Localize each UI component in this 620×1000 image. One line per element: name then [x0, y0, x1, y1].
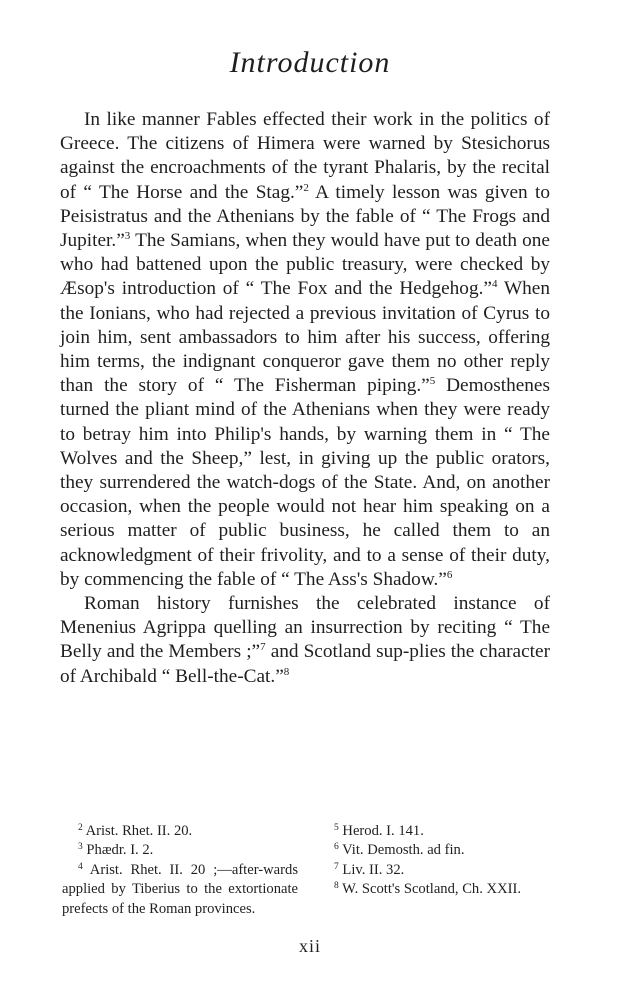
body-text — [60, 108, 550, 689]
paragraph-1 — [60, 108, 550, 592]
footnote-text: Arist. Rhet. II. 20 ;—after-wards applied by Tiberius to the extortionate prefects of the Roman provinces. — [62, 861, 298, 917]
footnote-ref[interactable]: 2 — [303, 181, 309, 194]
text-segment: When the Ionians, who had rejected a previous invitation of Cyrus to join him, sent ambassadors to him after his success, offering him terms, the indignant conqueror gave them no other reply than the story of “ The Fisherman piping.” — [60, 278, 550, 397]
footnote-text: Herod. I. 141. — [342, 823, 424, 839]
footnote-ref[interactable]: 7 — [260, 641, 266, 654]
footnote-ref[interactable]: 4 — [491, 278, 498, 291]
footnote-number: 3 — [78, 842, 83, 853]
running-header: Introduction — [229, 46, 391, 79]
footnote — [62, 861, 298, 919]
footnote — [318, 861, 550, 880]
text-segment: The Samians, when they would have put to death one who had battened upon the public treasury, were checked by Æsop's introduction of “ The Fox and the Hedgehog.” — [60, 230, 550, 300]
footnote-text: Vit. Demosth. ad fin. — [342, 842, 465, 859]
footnote-number: 8 — [334, 881, 339, 892]
footnote-text: W. Scott's Scotland, Ch. XXII. — [342, 881, 521, 898]
footnote-text: Phædr. I. 2. — [86, 842, 154, 859]
footnote — [318, 880, 550, 899]
footnote-ref[interactable]: 5 — [429, 375, 436, 388]
page-number: xii — [298, 936, 321, 956]
footnote-ref[interactable]: 8 — [283, 665, 290, 678]
footnote-number: 2 — [78, 823, 83, 833]
footnote — [62, 841, 298, 860]
text-segment: Demosthenes turned the pliant mind of the Athenians when they were ready to betray him into Philip's hands, by warning them in “ The Wolves and the Sheep,” lest, in giving up the public orators, they surrendered the watch-dogs of the State. And, on another occasion, when the people would not hear him speaking on a serious matter of public business, he called them to an acknowledgment of their frivolity, and to a sense of their duty, by commencing the fable of “ The Ass's Shadow.” — [60, 375, 550, 590]
footnote-number: 6 — [334, 842, 339, 853]
footnote — [62, 822, 298, 841]
footnote-ref[interactable]: 6 — [446, 568, 453, 581]
footnote-number: 5 — [334, 823, 339, 833]
footnotes-left-column — [62, 822, 298, 919]
footnote-number: 4 — [78, 861, 83, 872]
text-segment: and Scotland sup-plies the character of Archibald “ Bell-the-Cat.” — [60, 641, 551, 687]
text-segment: In like manner Fables effected their work in the politics of Greece. The citizens of Himera were warned by Stesichorus against the encroachments of the tyrant Phalaris, by the recital of “ The Horse and the Stag.” — [60, 109, 550, 203]
footnote-text: Arist. Rhet. II. 20. — [85, 823, 193, 839]
footnote-number: 7 — [334, 861, 339, 872]
footnote-ref[interactable]: 3 — [124, 230, 131, 243]
footnotes-right-column — [318, 822, 550, 900]
text-segment: Roman history furnishes the celebrated instance of Menenius Agrippa quelling an insurrection by reciting “ The Belly and the Members ;” — [60, 593, 550, 663]
paragraph-2 — [60, 592, 550, 689]
footnote — [318, 841, 550, 860]
text-segment: A timely lesson was given to Peisistratus and the Athenians by the fable of “ The Frogs and Jupiter.” — [60, 181, 550, 252]
footnote-text: Liv. II. 32. — [342, 861, 405, 878]
footnote — [318, 822, 550, 841]
